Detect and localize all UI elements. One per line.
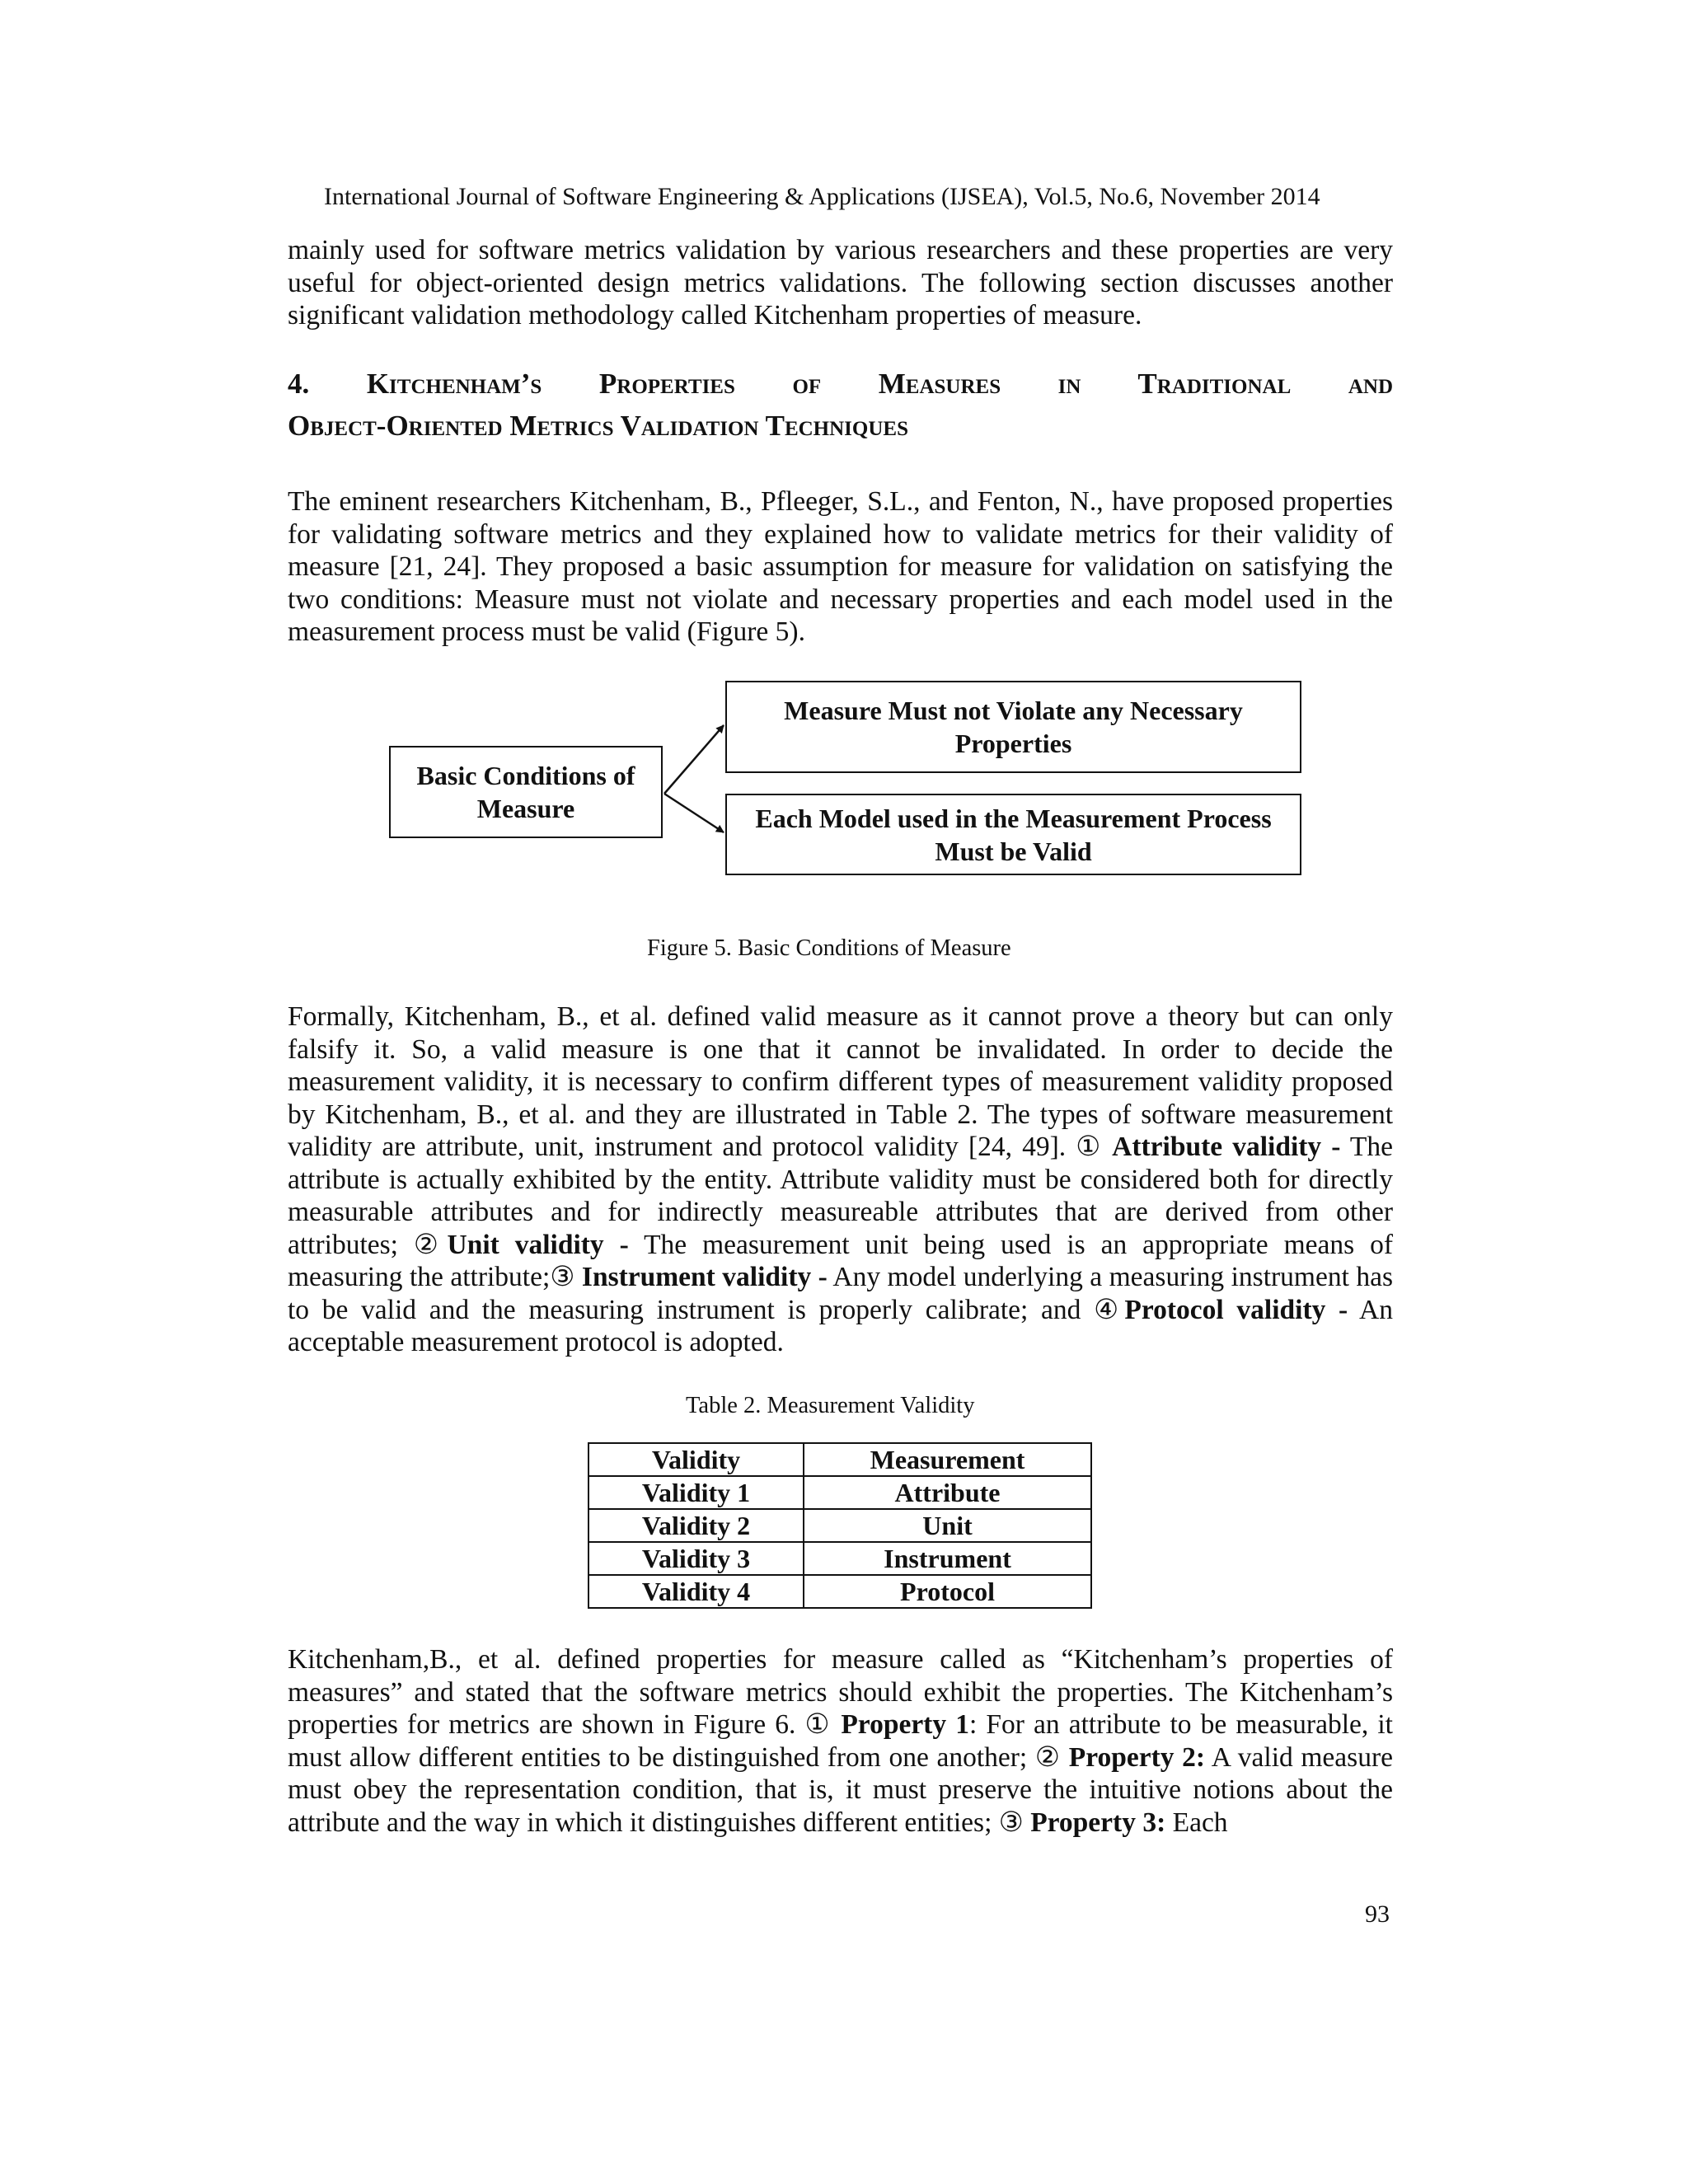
arrow-to-top-box xyxy=(664,725,724,794)
table-cell: Unit xyxy=(804,1509,1091,1542)
section-heading-line2: Object-Oriented Metrics Validation Techniques xyxy=(288,410,908,442)
section-heading-line1: 4. Kitchenham’s Properties of Measures in Traditional and xyxy=(288,368,1393,400)
table-row xyxy=(588,1542,1091,1575)
measurement-validity-table xyxy=(588,1442,1092,1609)
page-number: 93 xyxy=(1365,1900,1390,1928)
figure5-top-label: Measure Must not Violate any Necessary Properties xyxy=(784,696,1243,758)
table-cell: Attribute xyxy=(804,1476,1091,1509)
properties-paragraph: Kitchenham,B., et al. defined properties for measure called as “Kitchenham’s properties of measures” and stated that the software metrics should exhibit the properties. The Kitchenham’s properties for metrics are shown in Figure 6. ① Property 1: For an attribute to be measurable, it must allow different entities to be distinguished from one another; ② Property 2: A valid measure must obey the representation condition, that is, it must preserve the intuitive notions about the attribute and the way in which it distinguishes different entities; ③ Property 3: Each xyxy=(288,1644,1393,1838)
table-row xyxy=(588,1509,1091,1542)
table-cell: Validity 4 xyxy=(588,1575,804,1608)
table-header-row xyxy=(588,1443,1091,1476)
figure5-bottom-label: Each Model used in the Measurement Process Must be Valid xyxy=(755,803,1272,866)
table-header-cell: Measurement xyxy=(804,1443,1091,1476)
table2-caption: Table 2. Measurement Validity xyxy=(686,1393,975,1418)
kitchenham-paragraph: The eminent researchers Kitchenham, B., Pfleeger, S.L., and Fenton, N., have proposed properties for validating software metrics and they explained how to validate metrics for their validity of measure [21, 24]. They proposed a basic assumption for measure for validation on satisfying the two conditions: Measure must not violate and necessary properties and each model used in the measurement process must be valid (Figure 5). xyxy=(288,486,1393,647)
intro-paragraph: mainly used for software metrics validation by various researchers and these properties are very useful for object-oriented design metrics validations. The following section discusses another significant validation methodology called Kitchenham properties of measure. xyxy=(288,235,1393,330)
table-row xyxy=(588,1476,1091,1509)
table-cell: Validity 3 xyxy=(588,1542,804,1575)
figure5-caption: Figure 5. Basic Conditions of Measure xyxy=(647,935,1011,961)
arrow-to-bottom-box xyxy=(664,794,724,832)
figure5-root-label: Basic Conditions of Measure xyxy=(416,761,635,823)
validity-paragraph: Formally, Kitchenham, B., et al. defined valid measure as it cannot prove a theory but can only falsify it. So, a valid measure is one that it cannot be invalidated. In order to decide the measurement validity, it is necessary to confirm different types of measurement validity proposed by Kitchenham, B., et al. and they are illustrated in Table 2. The types of software measurement validity are attribute, unit, instrument and protocol validity [24, 49]. ① Attribute validity - The attribute is actually exhibited by the entity. Attribute validity must be considered both for directly measurable attributes and for indirectly measureable attributes that are derived from other attributes; ②Unit validity - The measurement unit being used is an appropriate means of measuring the attribute;③ Instrument validity - Any model underlying a measuring instrument has to be valid and the measuring instrument is properly calibrate; and ④Protocol validity - An acceptable measurement protocol is adopted. xyxy=(288,1001,1394,1357)
table-cell: Validity 2 xyxy=(588,1509,804,1542)
table-row xyxy=(588,1575,1091,1608)
running-header: International Journal of Software Engineering & Applications (IJSEA), Vol.5, No.6, November 2014 xyxy=(324,183,1320,210)
table-header-cell: Validity xyxy=(588,1443,804,1476)
table-cell: Validity 1 xyxy=(588,1476,804,1509)
table-cell: Protocol xyxy=(804,1575,1091,1608)
table-cell: Instrument xyxy=(804,1542,1091,1575)
